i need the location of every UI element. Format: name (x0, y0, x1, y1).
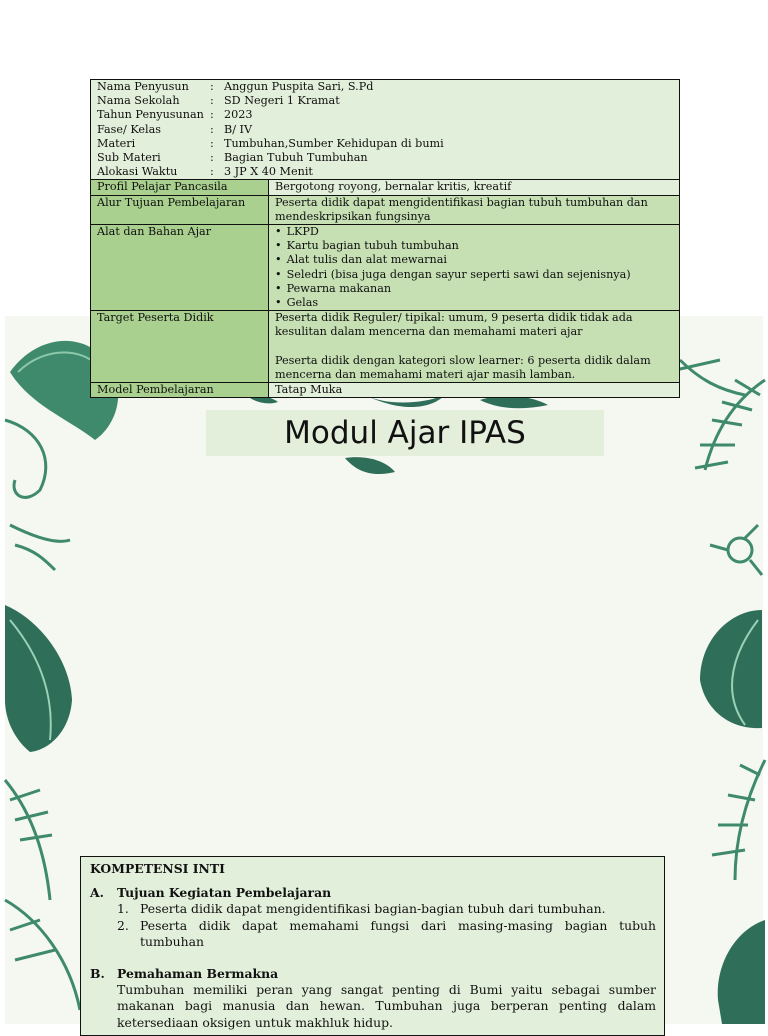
table-row-profil (91, 180, 679, 195)
section-title: Tujuan Kegiatan Pembelajaran (117, 885, 332, 901)
palm-leaf-icon (712, 760, 765, 880)
identity-row: Alokasi Waktu : 3 JP X 40 Menit (97, 165, 313, 179)
list-item: • LKPD (275, 225, 671, 239)
table-row-model (91, 383, 679, 397)
title-box (206, 410, 604, 456)
item-number: 2. (117, 917, 129, 933)
list-item: • Kartu bagian tubuh tumbuhan (275, 239, 671, 253)
page-title: Modul Ajar IPAS (284, 415, 526, 451)
row-value: Bergotong royong, bernalar kritis, kreatif (269, 180, 679, 194)
section-letter: B. (90, 966, 105, 982)
identity-value: SD Negeri 1 Kramat (224, 94, 340, 108)
module-info-table (90, 79, 680, 398)
fern-icon (5, 420, 70, 570)
section-heading: KOMPETENSI INTI (90, 861, 225, 876)
identity-row: Nama Penyusun : Anggun Puspita Sari, S.Pd (97, 80, 374, 93)
section-title: Pemahaman Bermakna (117, 966, 279, 982)
identity-value: 2023 (224, 108, 253, 122)
identity-key: Nama Sekolah (97, 94, 180, 108)
row-value: Tatap Muka (269, 383, 679, 397)
monstera-leaf-icon (5, 605, 72, 752)
list-item: • Alat tulis dan alat mewarnai (275, 253, 671, 267)
identity-row: Materi : Tumbuhan,Sumber Kehidupan di bumi (97, 136, 444, 150)
list-item: • Seledri (bisa juga dengan sayur seperti sawi dan sejenisnya) (275, 268, 671, 282)
identity-key: Alokasi Waktu (97, 165, 178, 179)
identity-value: Bagian Tubuh Tumbuhan (224, 151, 368, 165)
list-item: • Gelas (275, 296, 671, 310)
meaningful-understanding-paragraph: Tumbuhan memiliki peran yang sangat penting di Bumi yaitu sebagai sumber makanan bagi manusia dan hewan. Tumbuhan juga berperan penting dalam ketersediaan oksigen untuk makhluk hidup. (117, 982, 656, 1030)
identity-row: Fase/ Kelas : B/ IV (97, 122, 253, 136)
identity-value: Tumbuhan,Sumber Kehidupan di bumi (224, 136, 444, 150)
list-item (90, 918, 656, 950)
identity-key: Materi (97, 136, 136, 150)
monstera-leaf-icon (700, 610, 762, 728)
target-paragraph: Peserta didik Reguler/ tipikal: umum, 9 peserta didik tidak ada kesulitan dalam mencerna dan memahami materi ajar (275, 311, 633, 339)
row-label: Alat dan Bahan Ajar (91, 225, 269, 310)
section-letter: A. (90, 885, 104, 901)
objectives-list (90, 901, 656, 950)
identity-key: Sub Materi (97, 151, 161, 165)
item-text: Peserta didik dapat mengidentifikasi bagian-bagian tubuh dari tumbuhan. (140, 901, 606, 917)
identity-row: Nama Sekolah : SD Negeri 1 Kramat (97, 94, 340, 108)
materials-list (275, 225, 671, 310)
fern-icon (710, 525, 762, 575)
row-value: Peserta didik dapat mengidentifikasi bagian tubuh tumbuhan dan mendeskripsikan fungsinya (269, 196, 679, 224)
identity-block (91, 80, 679, 180)
table-row-target (91, 311, 679, 383)
section-a-heading (90, 885, 656, 901)
table-row-alat (91, 225, 679, 311)
row-label: Target Peserta Didik (91, 311, 269, 382)
row-label: Model Pembelajaran (91, 383, 269, 397)
list-item: • Pewarna makanan (275, 282, 671, 296)
table-row-alur (91, 196, 679, 225)
item-text: Peserta didik dapat memahami fungsi dari masing-masing bagian tubuh tumbuhan (140, 917, 656, 949)
identity-row: Tahun Penyusunan : 2023 (97, 108, 253, 122)
identity-key: Nama Penyusun (97, 80, 189, 93)
identity-key: Tahun Penyusunan (97, 108, 204, 122)
identity-key: Fase/ Kelas (97, 122, 162, 136)
row-label: Alur Tujuan Pembelajaran (91, 196, 269, 224)
section-b-heading (90, 966, 656, 982)
row-value (269, 311, 679, 382)
palm-leaf-icon (5, 780, 80, 1010)
kompetensi-box (80, 856, 665, 1036)
identity-row: Sub Materi : Bagian Tubuh Tumbuhan (97, 151, 368, 165)
row-value (269, 225, 679, 310)
list-item (90, 901, 656, 917)
monstera-leaf-icon (718, 920, 765, 1024)
target-paragraph: Peserta didik dengan kategori slow learner: 6 peserta didik dalam mencerna dan memahami materi ajar masih lamban. (275, 353, 651, 381)
row-label: Profil Pelajar Pancasila (91, 180, 269, 194)
identity-value: B/ IV (224, 122, 253, 136)
identity-value: Anggun Puspita Sari, S.Pd (224, 80, 374, 93)
identity-value: 3 JP X 40 Menit (224, 165, 313, 179)
item-number: 1. (117, 901, 129, 917)
